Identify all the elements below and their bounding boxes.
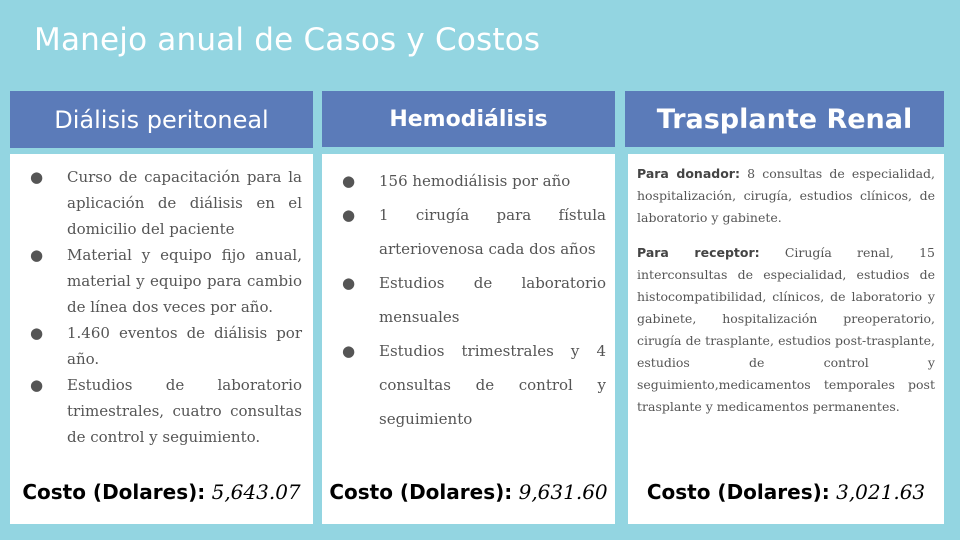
header-hemodialisis: Hemodiálisis	[322, 91, 615, 147]
cost-label: Costo (Dolares):	[329, 480, 513, 504]
list-item: ● Estudios de laboratorio mensuales	[342, 266, 606, 334]
cost-trasplante-renal	[628, 480, 944, 504]
donor-paragraph	[637, 163, 935, 229]
receptor-text: Cirugía renal, 15 interconsultas de especialidad, estudios de histocompatibilidad, clínicos, de laboratorio y gabinete, hospitalización preoperatorio, cirugía de trasplante, estudios post-trasplante, estudios de control y seguimiento,medicamentos temporales post trasplante y medicamentos permanentes.	[637, 245, 935, 414]
receptor-label: Para receptor:	[637, 245, 760, 260]
header-trasplante-renal: Trasplante Renal	[625, 91, 944, 147]
bullet-icon: ●	[30, 376, 44, 394]
cost-value: 3,021.63	[836, 480, 926, 504]
panel-dialisis-peritoneal	[10, 154, 313, 524]
cost-hemodialisis	[322, 480, 615, 504]
donor-label: Para donador:	[637, 166, 740, 181]
list-hemodialisis	[342, 164, 606, 436]
cost-label: Costo (Dolares):	[646, 480, 830, 504]
bullet-icon: ●	[30, 168, 44, 186]
bullet-icon: ●	[30, 324, 44, 342]
list-item: ● 1 cirugía para fístula arteriovenosa cada dos años	[342, 198, 606, 266]
bullet-icon: ●	[342, 342, 356, 360]
bullet-icon: ●	[342, 172, 356, 190]
bullet-icon: ●	[342, 206, 356, 224]
list-item: ● 156 hemodiálisis por año	[342, 164, 606, 198]
receptor-paragraph	[637, 242, 935, 418]
page-title: Manejo anual de Casos y Costos	[34, 22, 541, 58]
list-item: ● Material y equipo fijo anual, material y equipo para cambio de línea dos veces por año.	[30, 242, 302, 320]
cost-value: 5,643.07	[211, 480, 301, 504]
cost-label: Costo (Dolares):	[22, 480, 206, 504]
bullet-icon: ●	[342, 274, 356, 292]
cost-dialisis-peritoneal	[10, 480, 313, 504]
list-item: ● Estudios trimestrales y 4 consultas de control y seguimiento	[342, 334, 606, 436]
list-item: ● 1.460 eventos de diálisis por año.	[30, 320, 302, 372]
cost-value: 9,631.60	[518, 480, 608, 504]
list-item: ● Estudios de laboratorio trimestrales, cuatro consultas de control y seguimiento.	[30, 372, 302, 450]
donor-text: 8 consultas de especialidad, hospitalización, cirugía, estudios clínicos, de laboratorio y gabinete.	[637, 166, 935, 225]
panel-trasplante-renal	[628, 154, 944, 524]
list-item: ● Curso de capacitación para la aplicación de diálisis en el domicilio del paciente	[30, 164, 302, 242]
list-dialisis-peritoneal	[30, 164, 302, 450]
panel-hemodialisis	[322, 154, 615, 524]
header-dialisis-peritoneal: Diálisis peritoneal	[10, 91, 313, 148]
bullet-icon: ●	[30, 246, 44, 264]
